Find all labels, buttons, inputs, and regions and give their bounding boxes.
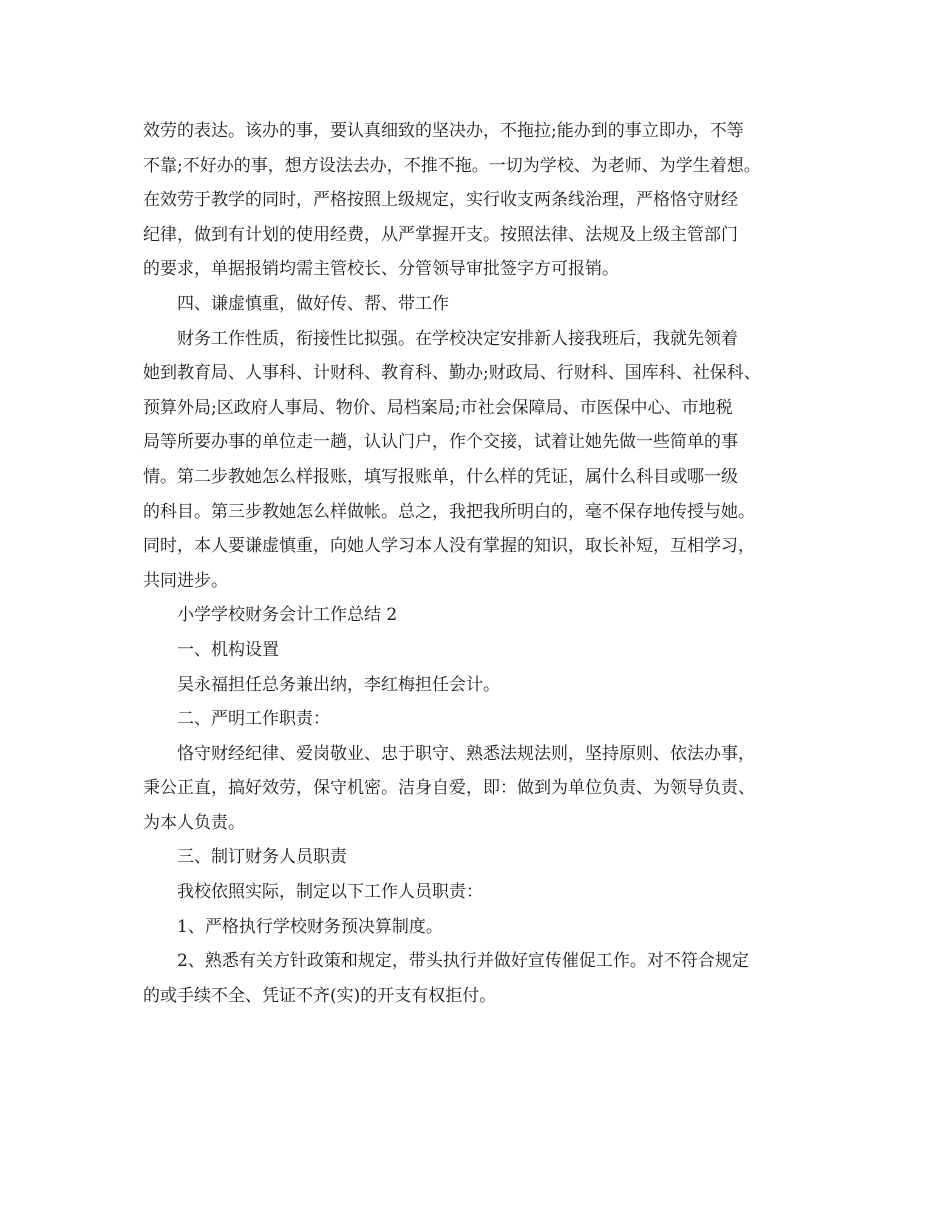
- section-heading: 二、严明工作职责：: [177, 709, 330, 730]
- text-line: 的或手续不全、凭证不齐(实)的开支有权拒付。: [143, 985, 497, 1006]
- paragraph-start: 吴永福担任总务兼出纳，李红梅担任会计。: [177, 674, 500, 695]
- text-line: 情。第二步教她怎么样报账，填写报账单，什么样的凭证，属什么科目或哪一级: [143, 466, 738, 487]
- text-line: 在效劳于教学的同时，严格按照上级规定，实行收支两条线治理，严格恪守财经: [143, 190, 738, 211]
- text-line: 秉公正直，搞好效劳，保守机密。洁身自爱，即：做到为单位负责、为领导负责、: [143, 778, 755, 799]
- text-line: 的科目。第三步教她怎么样做帐。总之，我把我所明白的，毫不保存地传授与她。: [143, 501, 755, 522]
- document-subtitle: 小学学校财务会计工作总结 2: [177, 605, 398, 626]
- section-heading: 一、机构设置: [177, 639, 279, 660]
- text-line: 为本人负责。: [143, 812, 245, 833]
- text-line: 她到教育局、人事科、计财科、教育科、勤办;财政局、行财科、国库科、社保科、: [143, 363, 761, 384]
- text-line: 预算外局;区政府人事局、物价、局档案局;市社会保障局、市医保中心、市地税: [143, 397, 733, 418]
- text-line: 同时，本人要谦虚慎重，向她人学习本人没有掌握的知识，取长补短，互相学习，: [143, 536, 755, 557]
- text-line: 局等所要办事的单位走一趟，认认门户，作个交接，试着让她先做一些简单的事: [143, 432, 738, 453]
- paragraph-start: 财务工作性质，衔接性比拟强。在学校决定安排新人接我班后，我就先领着: [177, 328, 738, 349]
- text-line: 效劳的表达。该办的事，要认真细致的坚决办，不拖拉;能办到的事立即办，不等: [143, 121, 744, 141]
- list-item: 1、严格执行学校财务预决算制度。: [177, 916, 443, 937]
- paragraph-start: 恪守财经纪律、爱岗敬业、忠于职守、熟悉法规法则，坚持原则、依法办事，: [177, 743, 755, 764]
- text-line: 不靠;不好办的事，想方设法去办，不推不拖。一切为学校、为老师、为学生着想。: [143, 155, 761, 176]
- section-heading: 四、谦虚慎重，做好传、帮、带工作: [177, 293, 449, 314]
- text-line: 共同进步。: [143, 570, 228, 591]
- document-body: [143, 114, 823, 1013]
- text-line: 纪律，做到有计划的使用经费，从严掌握开支。按照法律、法规及上级主管部门: [143, 224, 738, 245]
- section-heading: 三、制订财务人员职责: [177, 847, 347, 868]
- paragraph-start: 我校依照实际，制定以下工作人员职责：: [177, 882, 483, 903]
- text-line: 的要求，单据报销均需主管校长、分管领导审批签字方可报销。: [143, 259, 619, 280]
- list-item: 2、熟悉有关方针政策和规定，带头执行并做好宣传催促工作。对不符合规定: [177, 951, 749, 972]
